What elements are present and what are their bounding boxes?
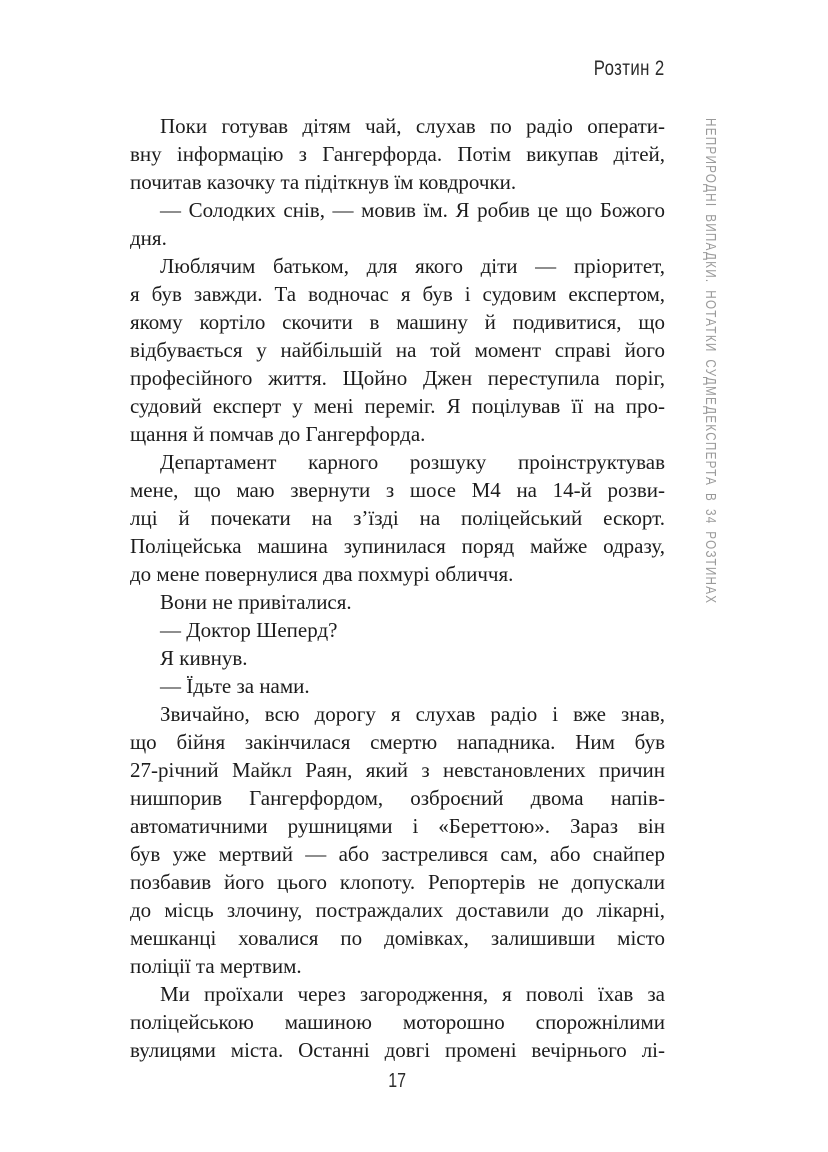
paragraph [130, 616, 665, 644]
text-line: був уже мертвий — або застрелився сам, або снайпер [130, 842, 665, 866]
running-head: Розтин 2 [594, 57, 665, 80]
paragraph [130, 196, 665, 252]
paragraph [130, 112, 665, 196]
paragraph [130, 700, 665, 980]
folio-container [130, 1070, 665, 1093]
text-line: поліцейською машиною моторошно спорожнілими [130, 1010, 665, 1034]
text-line: Я кивнув. [160, 646, 248, 670]
text-line: до мене повернулися два похмурі обличчя. [130, 562, 514, 586]
text-line: Поліцейська машина зупинилася поряд майже одразу, [130, 534, 665, 558]
text-line: автоматичними рушницями і «Береттою». Зараз він [130, 814, 665, 838]
text-line: що бійня закінчилася смертю нападника. Ним був [130, 730, 665, 754]
text-line: почитав казочку та підіткнув їм ковдрочки. [130, 170, 517, 194]
text-line: поліції та мертвим. [130, 954, 302, 978]
text-line: лці й почекати на з’їзді на поліцейський ескорт. [130, 506, 665, 530]
text-line: вну інформацію з Гангерфорда. Потім викупав дітей, [130, 142, 665, 166]
paragraph [130, 448, 665, 588]
text-line: щання й помчав до Гангерфорда. [130, 422, 426, 446]
text-line: професійного життя. Щойно Джен переступила поріг, [130, 366, 665, 390]
text-line: 27-річний Майкл Раян, який з невстановлених причин [130, 758, 665, 782]
text-line: Вони не привіталися. [160, 590, 352, 614]
paragraph [130, 980, 665, 1064]
text-line: відбувається у найбільшій на той момент справі його [130, 338, 665, 362]
text-line: Люблячим батьком, для якого діти — пріоритет, [160, 254, 665, 278]
text-line: — Солодких снів, — мовив їм. Я робив це що Божого [160, 198, 665, 222]
text-line: я був завжди. Та водночас я був і судовим експертом, [130, 282, 665, 306]
text-line: — Їдьте за нами. [160, 674, 310, 698]
text-line: якому кортіло скочити в машину й подивитися, що [130, 310, 665, 334]
text-line: мене, що маю звернути з шосе М4 на 14-й розви- [130, 478, 665, 502]
text-line: Департамент карного розшуку проінструктував [160, 450, 665, 474]
text-line: — Доктор Шеперд? [160, 618, 338, 642]
body-text [130, 112, 665, 1064]
text-line: дня. [130, 226, 167, 250]
text-line: позбавив його цього клопоту. Репортерів не допускали [130, 870, 665, 894]
paragraph [130, 672, 665, 700]
sidebar-book-title: НЕПРИРОДНІ ВИПАДКИ. НОТАТКИ СУДМЕДЕКСПЕРТА В 34 РОЗТИНАХ [702, 118, 719, 605]
text-line: вулицями міста. Останні довгі промені вечірнього лі- [130, 1038, 665, 1062]
page-number: 17 [388, 1070, 407, 1092]
text-line: судовий експерт у мені переміг. Я поцілував її на про- [130, 394, 665, 418]
text-line: нишпорив Гангерфордом, озброєний двома напів- [130, 786, 665, 810]
text-line: мешканці ховалися по домівках, залишивши місто [130, 926, 665, 950]
text-line: Ми проїхали через загородження, я поволі їхав за [160, 982, 665, 1006]
text-line: Поки готував дітям чай, слухав по радіо операти- [160, 114, 665, 138]
paragraph [130, 644, 665, 672]
text-line: до місць злочину, постраждалих доставили до лікарні, [130, 898, 665, 922]
paragraph [130, 588, 665, 616]
paragraph [130, 252, 665, 448]
text-line: Звичайно, всю дорогу я слухав радіо і вже знав, [160, 702, 665, 726]
